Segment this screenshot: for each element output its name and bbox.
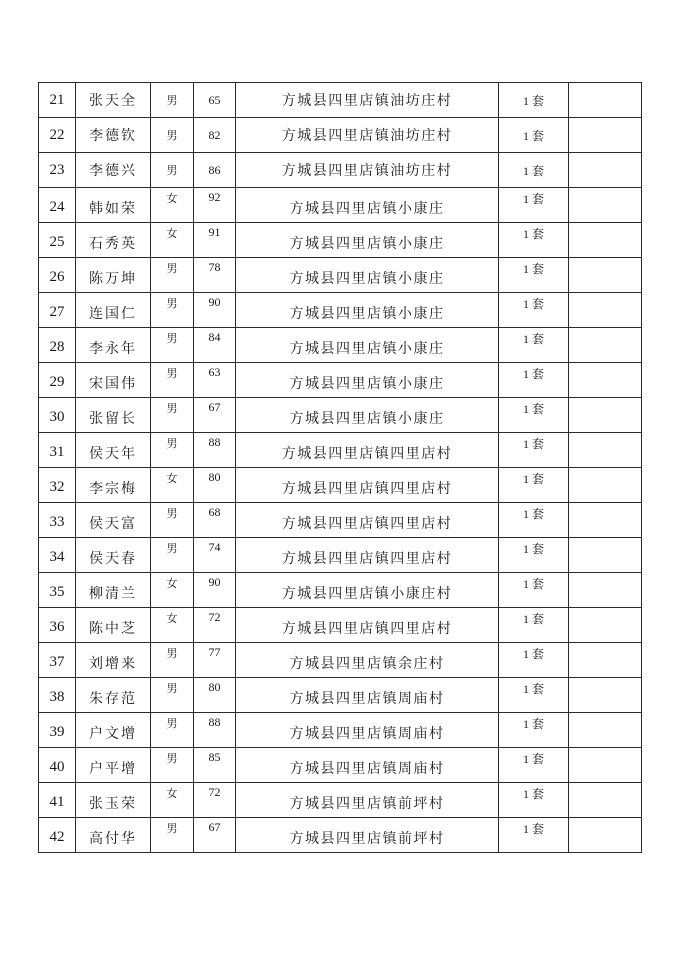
table-row xyxy=(39,363,642,398)
age-cell: 68 xyxy=(194,503,236,538)
address-cell: 方城县四里店镇小康庄 xyxy=(236,293,499,328)
name-cell: 户文增 xyxy=(76,713,151,748)
name-cell: 连国仁 xyxy=(76,293,151,328)
remark-cell xyxy=(569,118,642,153)
quantity-cell: 1 套 xyxy=(499,783,569,818)
name-cell: 张玉荣 xyxy=(76,783,151,818)
age-cell: 80 xyxy=(194,468,236,503)
row-number-cell: 28 xyxy=(39,328,76,363)
age-cell: 77 xyxy=(194,643,236,678)
name-cell: 柳清兰 xyxy=(76,573,151,608)
table-row xyxy=(39,433,642,468)
gender-cell: 男 xyxy=(151,258,194,293)
address-cell: 方城县四里店镇小康庄 xyxy=(236,223,499,258)
name-cell: 李永年 xyxy=(76,328,151,363)
quantity-cell: 1 套 xyxy=(499,608,569,643)
table-row xyxy=(39,223,642,258)
gender-cell: 女 xyxy=(151,468,194,503)
remark-cell xyxy=(569,433,642,468)
address-cell: 方城县四里店镇小康庄 xyxy=(236,188,499,223)
age-cell: 88 xyxy=(194,713,236,748)
address-cell: 方城县四里店镇小康庄 xyxy=(236,328,499,363)
gender-cell: 女 xyxy=(151,188,194,223)
row-number-cell: 42 xyxy=(39,818,76,853)
table-row xyxy=(39,643,642,678)
age-cell: 67 xyxy=(194,818,236,853)
quantity-cell: 1 套 xyxy=(499,538,569,573)
table-row xyxy=(39,83,642,118)
row-number-cell: 22 xyxy=(39,118,76,153)
address-cell: 方城县四里店镇四里店村 xyxy=(236,468,499,503)
table-row xyxy=(39,328,642,363)
age-cell: 86 xyxy=(194,153,236,188)
remark-cell xyxy=(569,398,642,433)
remark-cell xyxy=(569,328,642,363)
quantity-cell: 1 套 xyxy=(499,118,569,153)
quantity-cell: 1 套 xyxy=(499,433,569,468)
gender-cell: 男 xyxy=(151,153,194,188)
quantity-cell: 1 套 xyxy=(499,223,569,258)
address-cell: 方城县四里店镇周庙村 xyxy=(236,678,499,713)
gender-cell: 男 xyxy=(151,83,194,118)
row-number-cell: 39 xyxy=(39,713,76,748)
remark-cell xyxy=(569,573,642,608)
row-number-cell: 32 xyxy=(39,468,76,503)
gender-cell: 女 xyxy=(151,783,194,818)
name-cell: 高付华 xyxy=(76,818,151,853)
remark-cell xyxy=(569,293,642,328)
age-cell: 91 xyxy=(194,223,236,258)
age-cell: 67 xyxy=(194,398,236,433)
table-row xyxy=(39,118,642,153)
name-cell: 宋国伟 xyxy=(76,363,151,398)
table-row xyxy=(39,748,642,783)
remark-cell xyxy=(569,503,642,538)
remark-cell xyxy=(569,783,642,818)
gender-cell: 男 xyxy=(151,118,194,153)
quantity-cell: 1 套 xyxy=(499,258,569,293)
row-number-cell: 38 xyxy=(39,678,76,713)
row-number-cell: 31 xyxy=(39,433,76,468)
table-row xyxy=(39,678,642,713)
quantity-cell: 1 套 xyxy=(499,503,569,538)
address-cell: 方城县四里店镇周庙村 xyxy=(236,748,499,783)
row-number-cell: 26 xyxy=(39,258,76,293)
age-cell: 65 xyxy=(194,83,236,118)
gender-cell: 男 xyxy=(151,538,194,573)
table-body xyxy=(39,83,642,853)
gender-cell: 男 xyxy=(151,748,194,783)
name-cell: 侯天春 xyxy=(76,538,151,573)
name-cell: 陈中芝 xyxy=(76,608,151,643)
age-cell: 63 xyxy=(194,363,236,398)
table-row xyxy=(39,818,642,853)
quantity-cell: 1 套 xyxy=(499,83,569,118)
table-row xyxy=(39,153,642,188)
age-cell: 78 xyxy=(194,258,236,293)
remark-cell xyxy=(569,153,642,188)
address-cell: 方城县四里店镇油坊庄村 xyxy=(236,118,499,153)
table-row xyxy=(39,713,642,748)
resident-housing-table xyxy=(38,82,642,853)
remark-cell xyxy=(569,678,642,713)
gender-cell: 女 xyxy=(151,573,194,608)
gender-cell: 男 xyxy=(151,678,194,713)
name-cell: 张留长 xyxy=(76,398,151,433)
quantity-cell: 1 套 xyxy=(499,468,569,503)
age-cell: 72 xyxy=(194,783,236,818)
address-cell: 方城县四里店镇小康庄 xyxy=(236,398,499,433)
quantity-cell: 1 套 xyxy=(499,293,569,328)
row-number-cell: 37 xyxy=(39,643,76,678)
name-cell: 石秀英 xyxy=(76,223,151,258)
remark-cell xyxy=(569,643,642,678)
gender-cell: 男 xyxy=(151,643,194,678)
quantity-cell: 1 套 xyxy=(499,748,569,783)
quantity-cell: 1 套 xyxy=(499,188,569,223)
table-row xyxy=(39,293,642,328)
age-cell: 84 xyxy=(194,328,236,363)
name-cell: 户平增 xyxy=(76,748,151,783)
row-number-cell: 40 xyxy=(39,748,76,783)
remark-cell xyxy=(569,748,642,783)
age-cell: 72 xyxy=(194,608,236,643)
age-cell: 74 xyxy=(194,538,236,573)
address-cell: 方城县四里店镇前坪村 xyxy=(236,783,499,818)
address-cell: 方城县四里店镇小康庄 xyxy=(236,258,499,293)
name-cell: 陈万坤 xyxy=(76,258,151,293)
name-cell: 李德兴 xyxy=(76,153,151,188)
name-cell: 朱存范 xyxy=(76,678,151,713)
address-cell: 方城县四里店镇四里店村 xyxy=(236,433,499,468)
row-number-cell: 33 xyxy=(39,503,76,538)
age-cell: 90 xyxy=(194,573,236,608)
remark-cell xyxy=(569,188,642,223)
age-cell: 88 xyxy=(194,433,236,468)
table-row xyxy=(39,258,642,293)
remark-cell xyxy=(569,608,642,643)
gender-cell: 女 xyxy=(151,608,194,643)
address-cell: 方城县四里店镇小康庄 xyxy=(236,363,499,398)
age-cell: 85 xyxy=(194,748,236,783)
name-cell: 侯天富 xyxy=(76,503,151,538)
quantity-cell: 1 套 xyxy=(499,153,569,188)
gender-cell: 男 xyxy=(151,503,194,538)
row-number-cell: 41 xyxy=(39,783,76,818)
table-row xyxy=(39,398,642,433)
gender-cell: 男 xyxy=(151,363,194,398)
address-cell: 方城县四里店镇小康庄村 xyxy=(236,573,499,608)
age-cell: 80 xyxy=(194,678,236,713)
table-row xyxy=(39,468,642,503)
remark-cell xyxy=(569,223,642,258)
row-number-cell: 34 xyxy=(39,538,76,573)
table-row xyxy=(39,783,642,818)
gender-cell: 男 xyxy=(151,293,194,328)
row-number-cell: 35 xyxy=(39,573,76,608)
row-number-cell: 21 xyxy=(39,83,76,118)
quantity-cell: 1 套 xyxy=(499,643,569,678)
gender-cell: 男 xyxy=(151,818,194,853)
row-number-cell: 30 xyxy=(39,398,76,433)
table-row xyxy=(39,573,642,608)
remark-cell xyxy=(569,713,642,748)
row-number-cell: 25 xyxy=(39,223,76,258)
name-cell: 韩如荣 xyxy=(76,188,151,223)
remark-cell xyxy=(569,818,642,853)
remark-cell xyxy=(569,258,642,293)
address-cell: 方城县四里店镇油坊庄村 xyxy=(236,83,499,118)
age-cell: 90 xyxy=(194,293,236,328)
gender-cell: 男 xyxy=(151,398,194,433)
address-cell: 方城县四里店镇四里店村 xyxy=(236,538,499,573)
quantity-cell: 1 套 xyxy=(499,363,569,398)
remark-cell xyxy=(569,468,642,503)
row-number-cell: 29 xyxy=(39,363,76,398)
address-cell: 方城县四里店镇油坊庄村 xyxy=(236,153,499,188)
quantity-cell: 1 套 xyxy=(499,818,569,853)
gender-cell: 男 xyxy=(151,328,194,363)
row-number-cell: 23 xyxy=(39,153,76,188)
remark-cell xyxy=(569,538,642,573)
quantity-cell: 1 套 xyxy=(499,398,569,433)
age-cell: 82 xyxy=(194,118,236,153)
name-cell: 侯天年 xyxy=(76,433,151,468)
row-number-cell: 24 xyxy=(39,188,76,223)
address-cell: 方城县四里店镇余庄村 xyxy=(236,643,499,678)
name-cell: 刘增来 xyxy=(76,643,151,678)
table-row xyxy=(39,188,642,223)
row-number-cell: 27 xyxy=(39,293,76,328)
quantity-cell: 1 套 xyxy=(499,328,569,363)
table-row xyxy=(39,538,642,573)
address-cell: 方城县四里店镇周庙村 xyxy=(236,713,499,748)
quantity-cell: 1 套 xyxy=(499,678,569,713)
gender-cell: 女 xyxy=(151,223,194,258)
table-row xyxy=(39,608,642,643)
remark-cell xyxy=(569,83,642,118)
quantity-cell: 1 套 xyxy=(499,713,569,748)
address-cell: 方城县四里店镇四里店村 xyxy=(236,608,499,643)
gender-cell: 男 xyxy=(151,713,194,748)
table-row xyxy=(39,503,642,538)
row-number-cell: 36 xyxy=(39,608,76,643)
address-cell: 方城县四里店镇四里店村 xyxy=(236,503,499,538)
name-cell: 李宗梅 xyxy=(76,468,151,503)
remark-cell xyxy=(569,363,642,398)
name-cell: 李德钦 xyxy=(76,118,151,153)
name-cell: 张天全 xyxy=(76,83,151,118)
address-cell: 方城县四里店镇前坪村 xyxy=(236,818,499,853)
gender-cell: 男 xyxy=(151,433,194,468)
age-cell: 92 xyxy=(194,188,236,223)
quantity-cell: 1 套 xyxy=(499,573,569,608)
